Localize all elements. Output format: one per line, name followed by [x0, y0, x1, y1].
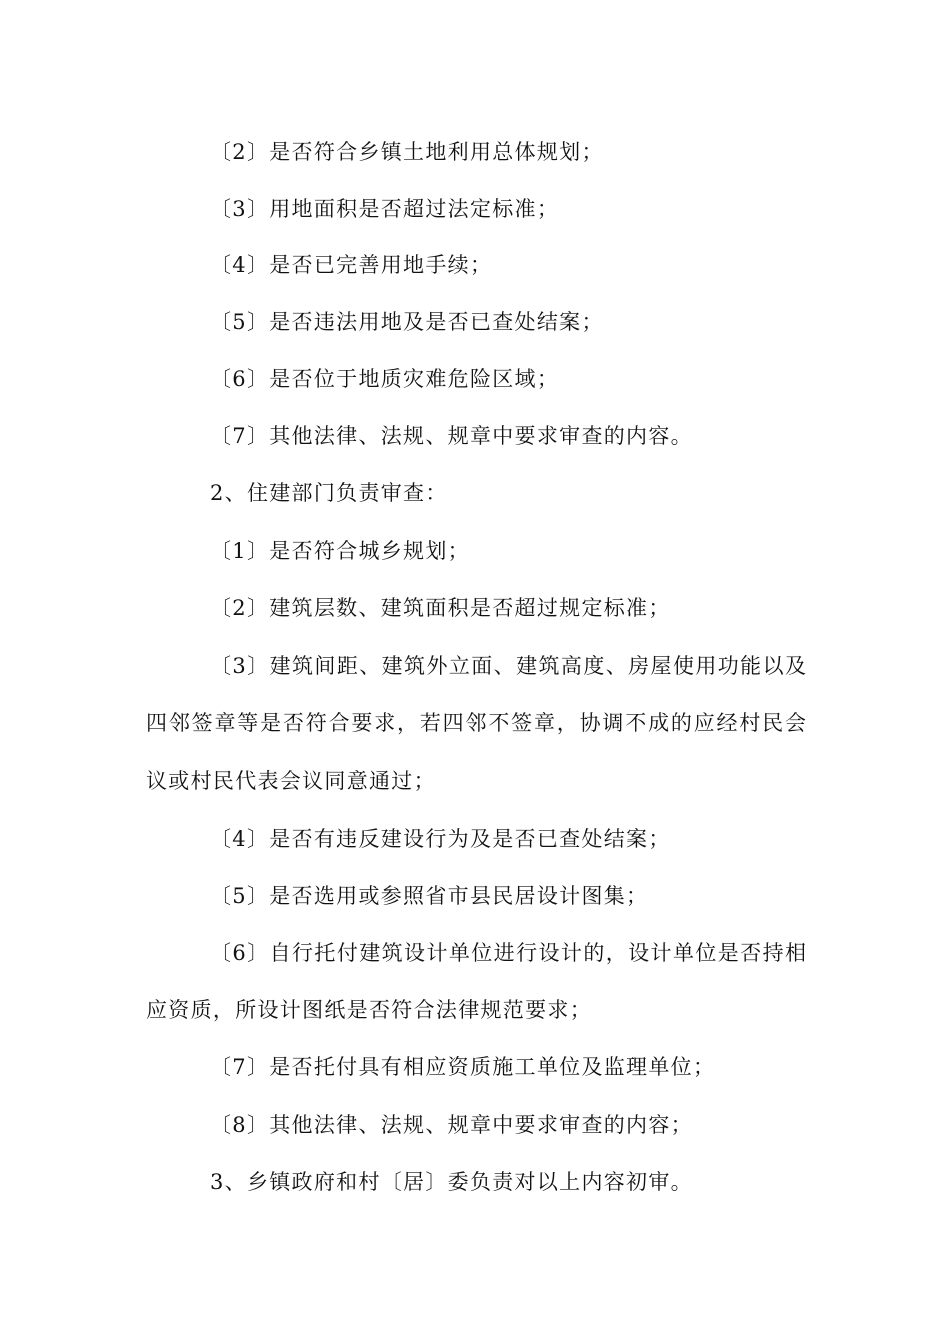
- land-review-item-3: 〔3〕用地面积是否超过法定标准；: [210, 197, 560, 221]
- housing-review-item-3-line-1: 〔3〕建筑间距、建筑外立面、建筑高度、房屋使用功能以及: [210, 654, 806, 678]
- housing-review-item-6-line-1: 〔6〕自行托付建筑设计单位进行设计的，设计单位是否持相: [210, 941, 806, 965]
- housing-review-item-5: 〔5〕是否选用或参照省市县民居设计图集；: [210, 884, 649, 908]
- housing-review-item-1: 〔1〕是否符合城乡规划；: [210, 539, 470, 563]
- land-review-item-5: 〔5〕是否违法用地及是否已查处结案；: [210, 310, 604, 334]
- housing-review-item-3-line-3: 议或村民代表会议同意通过；: [146, 769, 436, 793]
- land-review-item-7: 〔7〕其他法律、法规、规章中要求审查的内容。: [210, 424, 693, 448]
- housing-review-item-2: 〔2〕建筑层数、建筑面积是否超过规定标准；: [210, 596, 671, 620]
- land-review-item-2: 〔2〕是否符合乡镇土地利用总体规划；: [210, 140, 604, 164]
- section-heading-housing-dept: 2、住建部门负责审查：: [210, 481, 448, 505]
- land-review-item-6: 〔6〕是否位于地质灾难危险区域；: [210, 367, 560, 391]
- housing-review-item-4: 〔4〕是否有违反建设行为及是否已查处结案；: [210, 827, 671, 851]
- housing-review-item-3-line-2: 四邻签章等是否符合要求，若四邻不签章，协调不成的应经村民会: [146, 711, 806, 735]
- land-review-item-4: 〔4〕是否已完善用地手续；: [210, 253, 493, 277]
- section-heading-township-review: 3、乡镇政府和村〔居〕委负责对以上内容初审。: [210, 1170, 693, 1194]
- housing-review-item-8: 〔8〕其他法律、法规、规章中要求审查的内容；: [210, 1113, 693, 1137]
- housing-review-item-6-line-2: 应资质，所设计图纸是否符合法律规范要求；: [146, 998, 592, 1022]
- housing-review-item-7: 〔7〕是否托付具有相应资质施工单位及监理单位；: [210, 1055, 716, 1079]
